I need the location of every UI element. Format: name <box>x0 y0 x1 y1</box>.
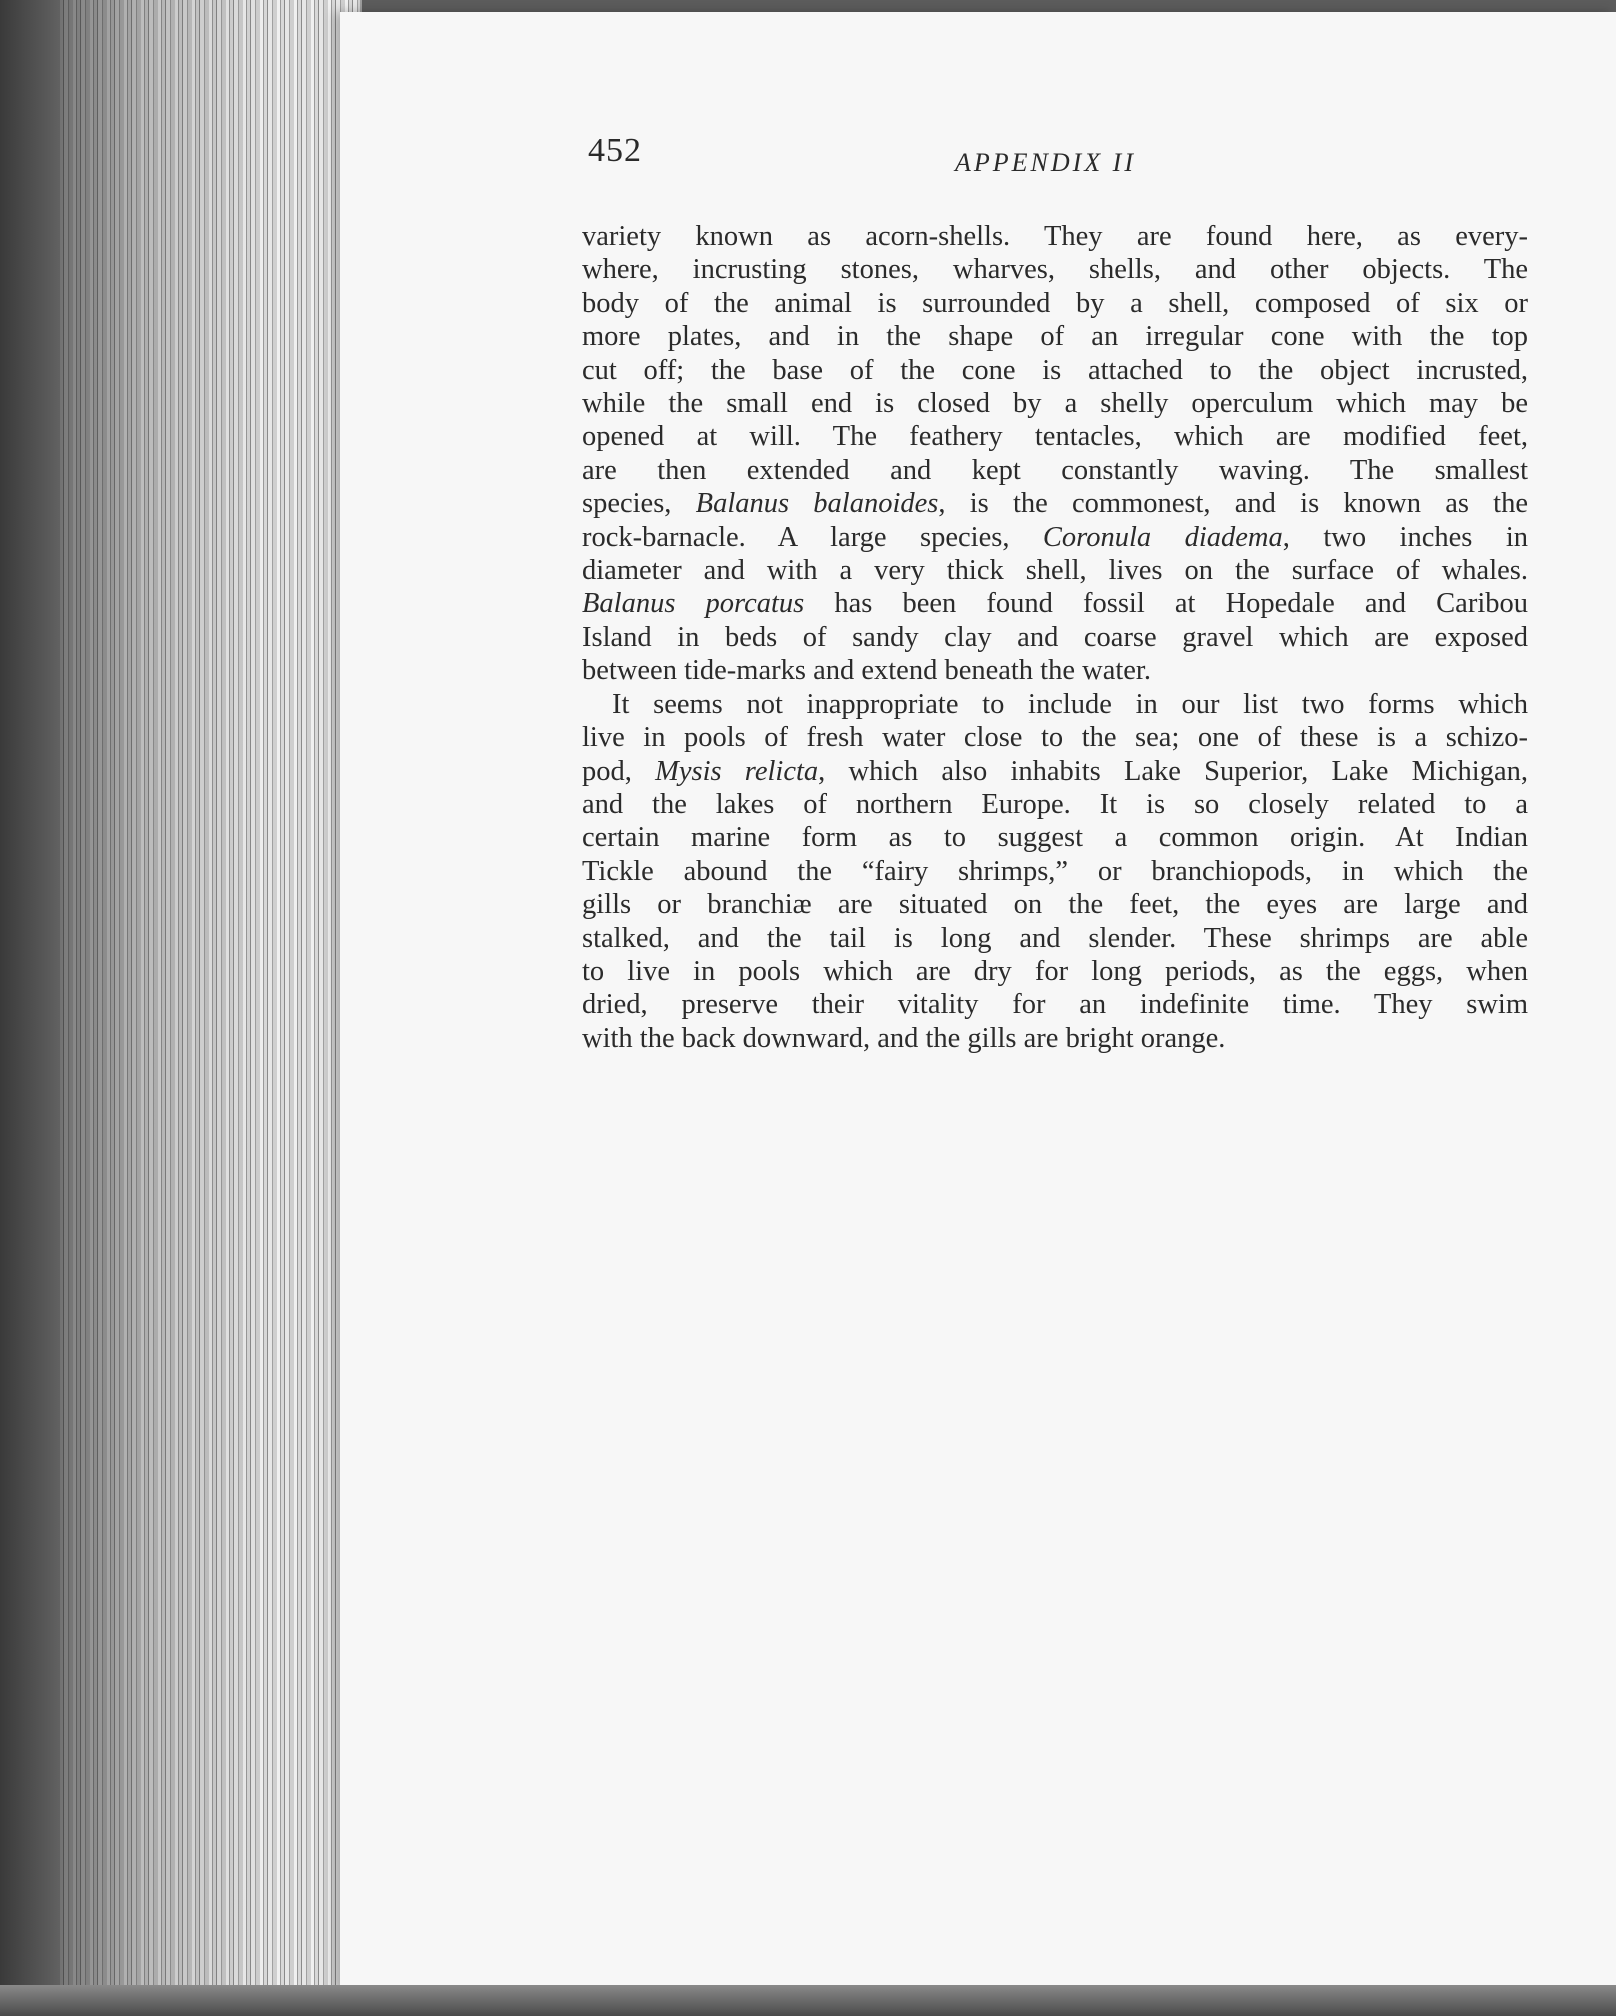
species-name: Balanus balanoides <box>695 488 939 520</box>
text-line: certain marine form as to suggest a common origin. At Indian <box>582 822 1528 854</box>
text-line: are then extended and kept constantly waving. The smallest <box>582 454 1528 486</box>
species-name: Mysis relicta <box>655 755 819 787</box>
text-line: rock-barnacle. A large species, Coronula diadema, two inches in <box>582 521 1528 553</box>
text-line: where, incrusting stones, wharves, shells, and other objects. The <box>582 254 1528 286</box>
text-line: species, Balanus balanoides, is the commonest, and is known as the <box>582 488 1528 520</box>
paragraph-2 <box>582 688 1528 1055</box>
body-text <box>582 220 1528 1055</box>
text-line: stalked, and the tail is long and slender. These shrimps are able <box>582 922 1528 954</box>
text-line: between tide-marks and extend beneath the water. <box>582 655 1151 687</box>
species-name: Coronula diadema <box>1042 521 1283 553</box>
text-line: It seems not inappropriate to include in our list two forms which <box>612 688 1528 720</box>
text-line: to live in pools which are dry for long periods, as the eggs, when <box>582 955 1528 987</box>
text-line: opened at will. The feathery tentacles, which are modified feet, <box>582 421 1528 453</box>
text-line: cut off; the base of the cone is attached to the object incrusted, <box>582 354 1528 386</box>
text-line: variety known as acorn-shells. They are found here, as every- <box>582 221 1528 252</box>
text-line: dried, preserve their vitality for an indefinite time. They swim <box>582 989 1528 1021</box>
text-line: more plates, and in the shape of an irregular cone with the top <box>582 321 1528 353</box>
text-line: body of the animal is surrounded by a shell, composed of six or <box>582 287 1528 319</box>
text-line: with the back downward, and the gills are bright orange. <box>582 1022 1226 1054</box>
text-line: pod, Mysis relicta, which also inhabits Lake Superior, Lake Michigan, <box>582 755 1528 787</box>
text-line: Island in beds of sandy clay and coarse gravel which are exposed <box>582 621 1528 653</box>
running-head: APPENDIX II <box>955 148 1137 177</box>
page-edges-shadow <box>60 0 360 1985</box>
species-name: Balanus porcatus <box>582 588 805 620</box>
text-line: diameter and with a very thick shell, lives on the surface of whales. <box>582 555 1528 587</box>
page-number: 452 <box>588 132 642 169</box>
paragraph-1 <box>582 220 1528 688</box>
text-line: Tickle abound the “fairy shrimps,” or branchiopods, in which the <box>582 855 1528 887</box>
text-line: live in pools of fresh water close to the sea; one of these is a schizo- <box>582 722 1528 754</box>
text-line: Balanus porcatus has been found fossil at Hopedale and Caribou <box>582 588 1528 620</box>
bottom-shadow-strip <box>0 1985 1616 2016</box>
text-line: while the small end is closed by a shelly operculum which may be <box>582 388 1528 420</box>
text-line: gills or branchiæ are situated on the feet, the eyes are large and <box>582 889 1528 921</box>
text-line: and the lakes of northern Europe. It is so closely related to a <box>582 788 1528 820</box>
